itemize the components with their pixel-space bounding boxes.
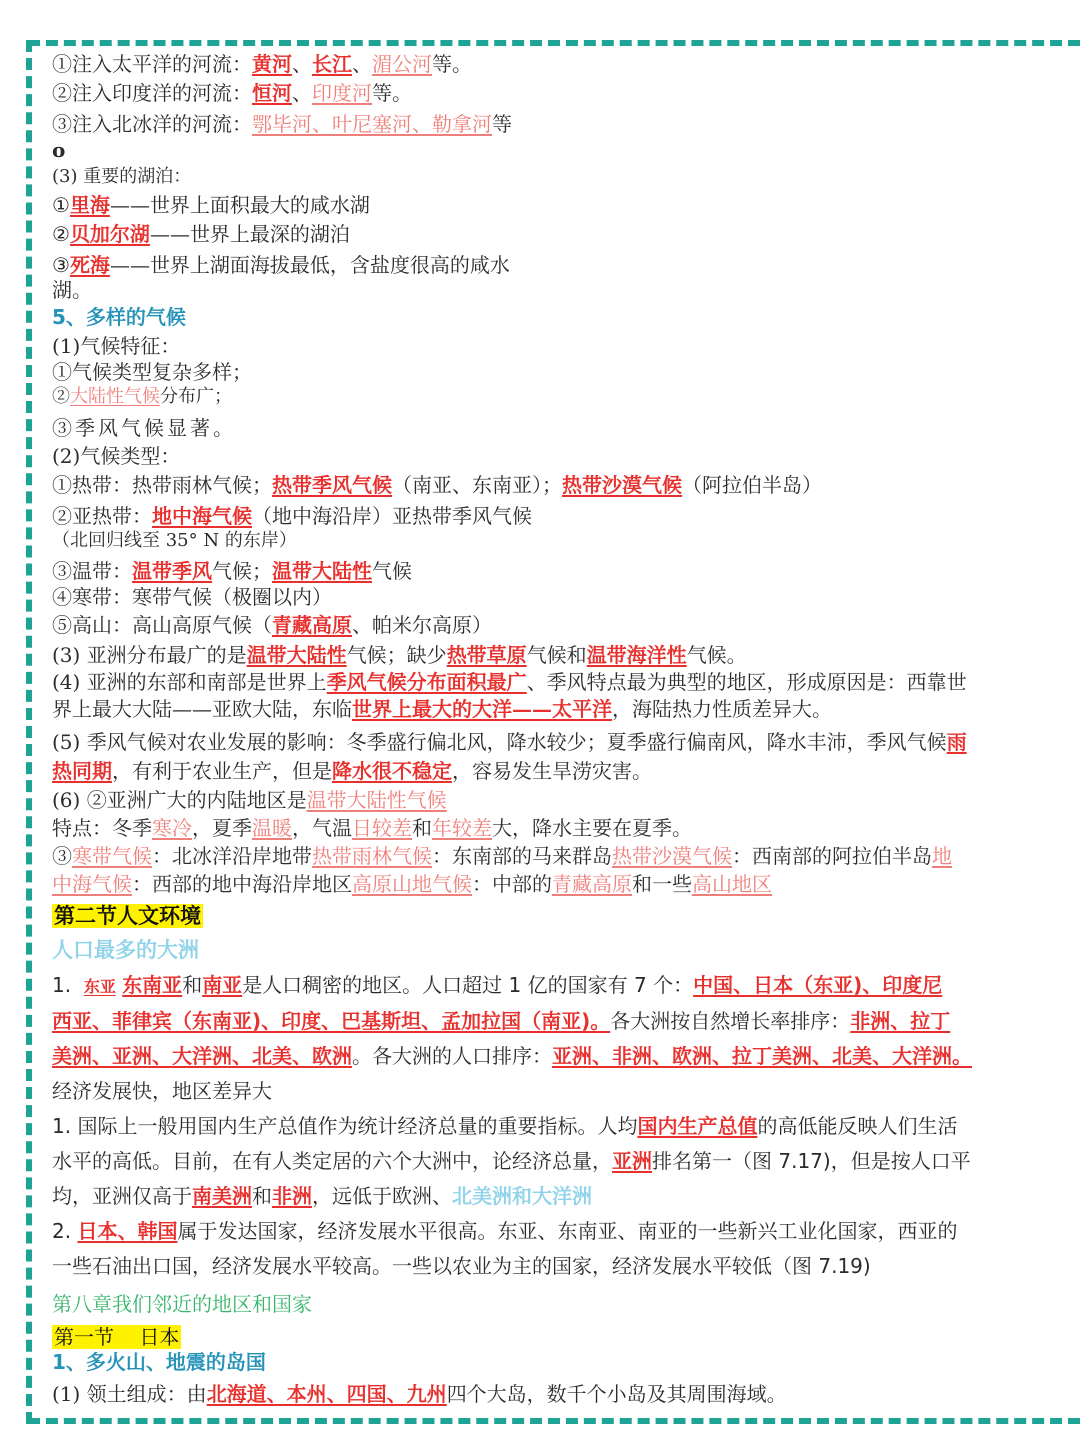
chapter-section [52,1323,181,1351]
chapter-heading [52,1348,266,1376]
point-text: (6) ②亚洲广大的内陆地区是 [52,788,307,812]
paragraph-text: 均，亚洲仅高于 [52,1184,192,1208]
paragraph-text: 1. 国际上一般用国内生产总值作为统计经济总量的重要指标。人均 [52,1114,638,1138]
type-text: 气候 [372,559,412,583]
climate-point-4-cont [52,695,832,723]
point-text: 、季风特点最为典型的地区，形成原因是：西靠世 [526,670,967,694]
key-term: 西亚、菲律宾（东南亚)、印度、巴基斯坦、孟加拉国（南亚)。 [52,1009,611,1033]
point-text: ：中部的 [472,872,552,896]
point-text: 大，降水主要在夏季。 [492,816,692,840]
type-text: ③温带： [52,559,132,583]
paragraph-text: 水平的高低。目前，在有人类定居的六个大洲中，论经济总量， [52,1149,612,1173]
key-term: 青藏高原 [272,613,352,637]
key-term: 降水很不稳定 [332,759,452,783]
lakes-title [52,163,191,191]
paragraph-line [52,1039,1030,1074]
paragraph-text: 2. [52,1219,78,1243]
point-text: 气候；缺少 [346,643,447,667]
key-term: 青藏高原 [552,872,632,896]
key-term: 世界上最大的大洋——太平洋 [352,697,612,721]
feature-number: ② [52,386,70,407]
key-term: 大陆性气候 [70,386,160,407]
climate-point-6 [52,786,447,814]
type-text: 、帕米尔高原） [352,613,492,637]
climate-type-frigid [52,583,332,611]
feature-text: ①气候类型复杂多样； [52,360,252,384]
key-term: 中海气候 [52,872,132,896]
river-indian-label: ②注入印度洋的河流： [52,81,252,105]
point-text: (5) 季风气候对农业发展的影响：冬季盛行偏北风，降水较少；夏季盛行偏南风，降水丰沛，季风气候 [52,730,947,754]
key-term: 热带雨林气候 [312,844,432,868]
heading-text: 5、多样的气候 [52,305,186,329]
climate-feature [52,358,252,386]
river-arctic-line [52,110,512,138]
point-text: ：东南部的马来群岛 [432,844,612,868]
key-term: 地中海气候 [152,504,252,528]
paragraph-text: 属于发达国家，经济发展水平很高。东亚、东南亚、南亚的一些新兴工业化国家，西亚的 [177,1219,958,1243]
heading-text: 1、多火山、地震的岛国 [52,1350,266,1374]
point-text: ：西部的地中海沿岸地区 [132,872,352,896]
lake-item-cont [52,276,92,304]
river-arctic-label: ③注入北冰洋的河流： [52,112,252,136]
population-paragraph [52,968,1030,1284]
key-term: 南亚 [202,973,243,997]
section-heading-climate [52,303,186,331]
climate-point-7 [52,842,952,870]
subtitle-text: 人口最多的大洲 [52,938,199,962]
point-text: ，容易发生旱涝灾害。 [452,759,652,783]
key-term: 温带大陆性 [246,643,347,667]
paragraph-line [52,1179,1030,1214]
point-text: 气候。 [686,643,747,667]
paragraph-text: 和 [252,1184,272,1208]
paragraph-line [52,1144,1030,1179]
suffix-text: 等。 [372,81,412,105]
climate-feature [52,414,236,442]
point-text: ：北冰洋沿岸地带 [152,844,312,868]
climate-types-title [52,442,180,470]
river-pacific-line [52,50,472,78]
key-term: 高山地区 [692,872,772,896]
section-title-text: 第二节人文环境 [54,904,201,928]
lake-item [52,191,370,219]
climate-point-5 [52,728,967,756]
key-term: 亚洲、非洲、欧洲、拉丁美洲、北美、大洋洲。 [552,1044,972,1068]
subtitle-text: (1)气候特征： [52,334,181,358]
key-term: 北美洲和大洋洲 [452,1184,592,1208]
key-term: 恒河 [252,81,292,105]
climate-point-3 [52,641,747,669]
paragraph-text: 是人口稠密的地区。人口超过 1 亿的国家有 7 个： [242,973,694,997]
paragraph-text: 一些石油出口国，经济发展水平较高。一些以农业为主的国家，经济发展水平较低（图 7.19) [52,1254,871,1278]
type-text: ①热带：热带雨林气候； [52,473,272,497]
paragraph-text: ，远低于欧洲、 [312,1184,452,1208]
point-text: 界上最大大陆——亚欧大陆，东临 [52,697,352,721]
key-term: 温带大陆性气候 [306,788,447,812]
river-pacific-label: ①注入太平洋的河流： [52,52,252,76]
key-term: 中国、日本（东亚)、印度尼 [693,973,943,997]
paragraph-line [52,1004,1030,1039]
lake-desc: ——世界上最深的湖泊 [149,222,350,246]
key-term: 温暖 [252,816,292,840]
key-term: 温带海洋性 [586,643,687,667]
key-term: 寒带气候 [72,844,152,868]
section-label: 第一节 日本 [54,1325,180,1349]
key-term: 日本、韩国 [77,1219,178,1243]
point-text: ，有利于农业生产，但是 [112,759,332,783]
key-term: 热带草原 [446,643,527,667]
point-text: ：西南部的阿拉伯半岛 [732,844,932,868]
lake-desc: ——世界上湖面海拔最低，含盐度很高的咸水 [109,253,510,277]
paragraph-text: 和 [182,973,203,997]
feature-text: ③季风气候显著。 [52,416,236,440]
paragraph-text: 四个大岛，数千个小岛及其周围海域。 [446,1382,787,1406]
lake-desc: ——世界上面积最大的咸水湖 [109,193,370,217]
point-text: (3) 亚洲分布最广的是 [52,643,247,667]
key-term: 地 [932,844,952,868]
lake-desc: 湖。 [52,278,92,302]
key-term: 季风气候分布面积最广 [326,670,527,694]
paragraph-text: 排名第一（图 7.17)，但是按人口平 [652,1149,971,1173]
point-text: ，气温 [292,816,352,840]
type-text: ②亚热带： [52,504,152,528]
key-term: 高原山地气候 [352,872,472,896]
key-term: 非洲 [272,1184,312,1208]
type-text: ④寒带：寒带气候（极圈以内） [52,585,332,609]
paragraph-text: 。各大洲的人口排序： [352,1044,552,1068]
paragraph-line [52,1074,1030,1109]
climate-type-tropical [52,471,822,499]
key-term: 黄河 [252,52,292,76]
key-term: 长江 [312,52,352,76]
subtitle-text: (2)气候类型： [52,444,181,468]
climate-type-subtropical-note [52,527,297,555]
point-text: ，海陆热力性质差异大。 [612,697,832,721]
lake-item [52,220,350,248]
type-text: 气候； [212,559,272,583]
key-term: 日较差 [352,816,412,840]
feature-text: 分布广； [160,386,232,407]
climate-point-7-cont [52,870,772,898]
point-text: 和一些 [632,872,692,896]
climate-type-alpine [52,611,492,639]
key-term: 北海道、本州、四国、九州 [206,1382,447,1406]
key-term: 贝加尔湖 [69,222,150,246]
paragraph-line [52,1249,1030,1284]
point-text: ③ [52,844,72,868]
key-term: 鄂毕河、叶尼塞河、勒拿河 [252,112,492,136]
paragraph-line [52,1109,1030,1144]
key-term: 热同期 [52,759,112,783]
climate-point-4 [52,668,967,696]
key-term: 湄公河 [372,52,432,76]
climate-feature [52,383,232,411]
key-term: 热带沙漠气候 [562,473,682,497]
point-text: 特点：冬季 [52,816,152,840]
stray-mark [52,136,65,164]
lake-item [52,251,510,279]
econ-title: 经济发展快，地区差异大 [52,1079,272,1103]
paragraph-line [52,1214,1030,1249]
lakes-title-text: (3) 重要的湖泊： [52,166,192,187]
suffix-text: 等 [492,112,512,136]
key-term: 温带大陆性 [272,559,372,583]
key-term: 东亚 [83,977,116,996]
paragraph-text: 的高低能反映人们生活 [757,1114,958,1138]
paragraph-text: (1) 领土组成：由 [52,1382,207,1406]
key-term: 死海 [69,253,110,277]
key-term: 寒冷 [152,816,192,840]
key-term: 东南亚 [122,973,183,997]
type-text: （地中海沿岸）亚热带季风气候 [252,504,532,528]
point-text: ，夏季 [192,816,252,840]
dashed-border-left [26,40,32,1424]
key-term: 热带季风气候 [272,473,392,497]
point-text: (4) 亚洲的东部和南部是世界上 [52,670,327,694]
key-term: 里海 [69,193,110,217]
key-term: 印度河 [312,81,372,105]
dashed-border-top [28,40,1080,46]
key-term: 非洲、拉丁 [850,1009,951,1033]
subsection-title [52,936,199,964]
river-indian-line [52,79,412,107]
key-term: 南美洲 [192,1184,252,1208]
key-term: 美洲、亚洲、大洋洲、北美、欧洲 [52,1044,352,1068]
climate-point-5-cont [52,757,652,785]
lake-number: ③ [52,253,70,277]
key-term: 雨 [946,730,967,754]
climate-feature-title [52,332,180,360]
climate-point-6-features [52,814,692,842]
point-text: 和 [412,816,432,840]
point-text: 气候和 [526,643,587,667]
key-term: 温带季风 [132,559,212,583]
dashed-border-bottom [28,1418,1080,1424]
key-term: 国内生产总值 [637,1114,758,1138]
lake-number: ② [52,222,70,246]
chapter-title [52,1290,312,1318]
type-text: ⑤高山：高山高原气候（ [52,613,272,637]
climate-type-subtropical [52,502,532,530]
list-number: 1. [52,973,72,997]
separator: 、 [292,81,312,105]
separator: 、 [292,52,312,76]
chapter-title-text: 第八章我们邻近的地区和国家 [52,1292,312,1316]
key-term: 热带沙漠气候 [612,844,732,868]
paragraph-text: 各大洲按自然增长率排序： [610,1009,851,1033]
type-text: （北回归线至 35° N 的东岸） [52,530,297,551]
climate-type-temperate [52,557,412,585]
section-title [52,902,203,930]
paragraph-line [52,968,1030,1004]
lake-number: ① [52,193,70,217]
key-term: 年较差 [432,816,492,840]
stray-text: o [52,138,66,162]
chapter-paragraph [52,1380,787,1408]
separator: 、 [352,52,372,76]
type-text: （南亚、东南亚）； [392,473,562,497]
type-text: （阿拉伯半岛） [682,473,822,497]
suffix-text: 等。 [432,52,472,76]
key-term: 亚洲 [612,1149,652,1173]
